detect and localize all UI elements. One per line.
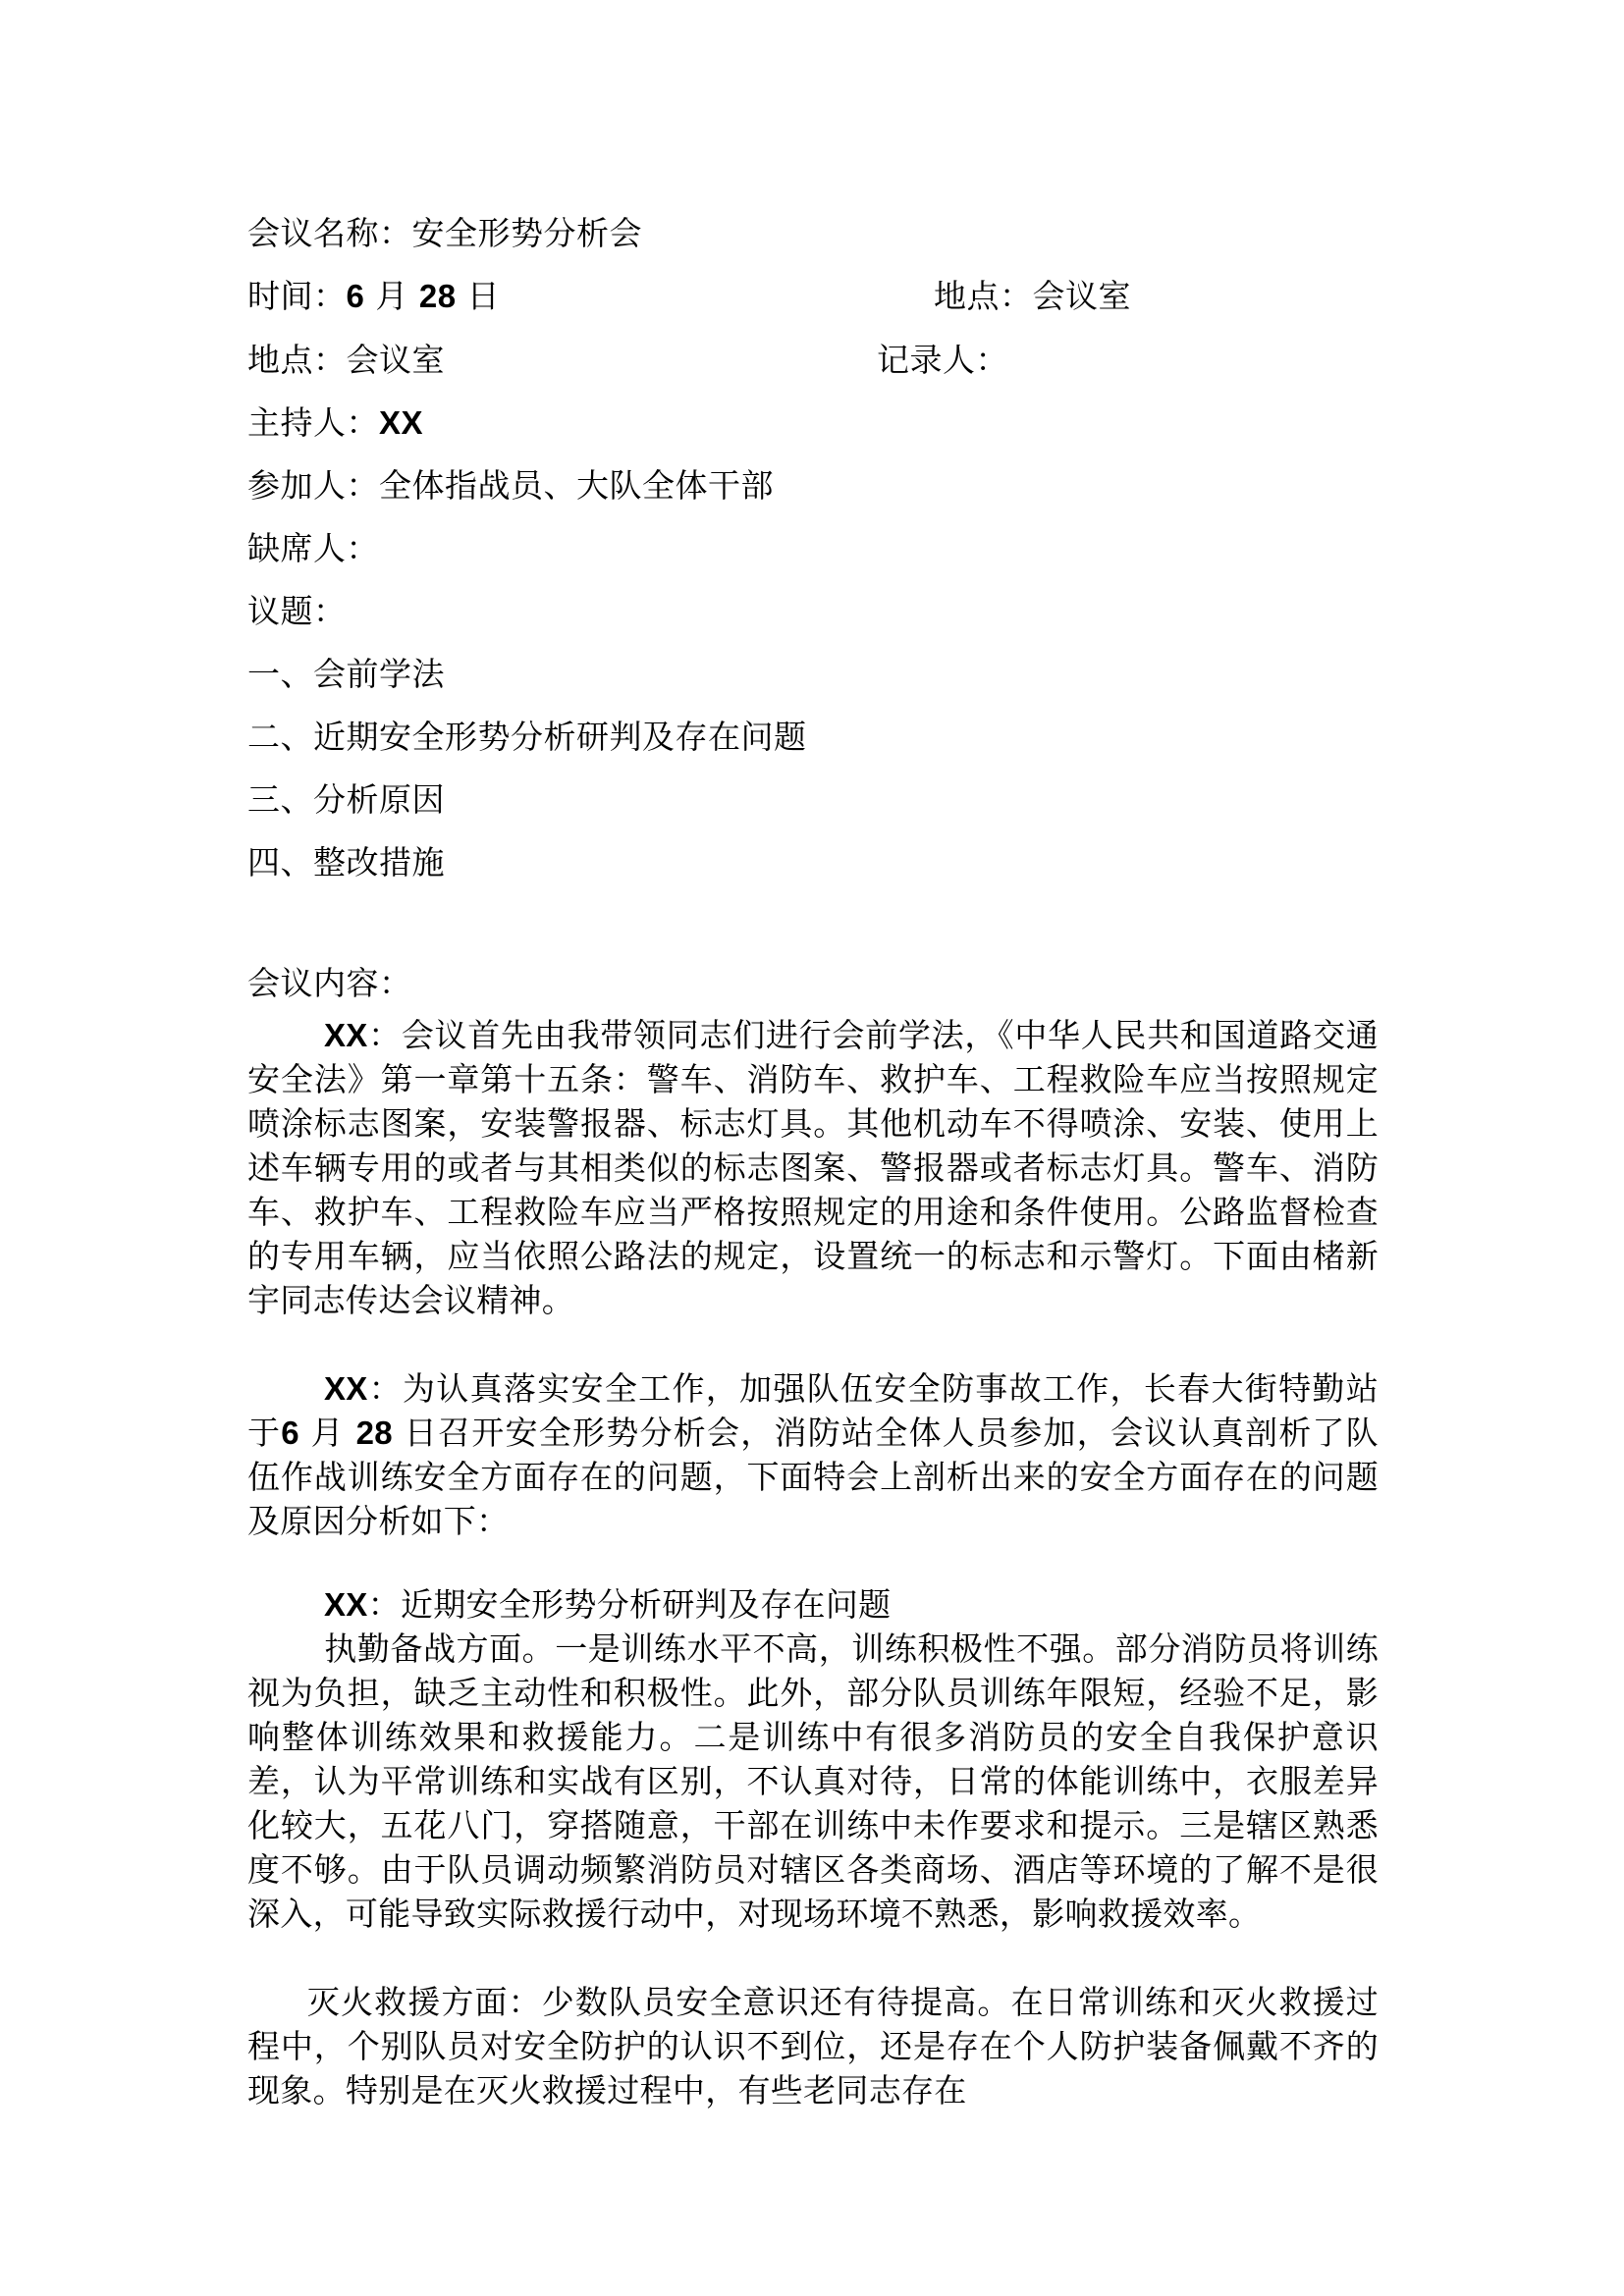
location-right-line: [934, 277, 1131, 316]
speaker-name: XX: [324, 1370, 368, 1407]
location-right-label: 地点：: [934, 277, 1033, 315]
attendees-label: 参加人：: [247, 466, 379, 505]
meeting-name-value: 安全形势分析会: [411, 214, 642, 252]
location-right-value: 会议室: [1032, 277, 1131, 315]
location-value: 会议室: [346, 341, 445, 379]
time-line: [247, 277, 500, 316]
content-subheading: [247, 1582, 1379, 1627]
absent-label: 缺席人：: [247, 529, 379, 567]
content-paragraph: [247, 1627, 1379, 1936]
time-month-char: 月: [375, 277, 408, 315]
time-day-char: 日: [466, 277, 501, 315]
meeting-name-label: 会议名称：: [247, 214, 412, 252]
paragraph-text: 会议首先由我带领同志们进行会前学法，《中华人民共和国道路交通安全法》第一章第十五条：警车、消防车、救护车、工程救险车应当按照规定喷涂标志图案，安装警报器、标志灯具。其他机动车不得喷涂、安装、使用上述车辆专用的或者与其相类似的标志图案、警报器或者标志灯具。警车、消防车、救护车、工程救险车应当严格按照规定的用途和条件使用。公路监督检查的专用车辆，应当依照公路法的规定，设置统一的标志和示警灯。下面由楮新宇同志传达会议精神。: [247, 1016, 1379, 1319]
agenda-label: 议题：: [247, 592, 347, 630]
speaker-separator: ：: [367, 1585, 401, 1624]
paragraph-text: 灭火救援方面：少数队员安全意识还有待提高。在日常训练和灭火救援过程中，个别队员对安全防护的认识不到位，还是存在个人防护装备佩戴不齐的现象。特别是在灭火救援过程中，有些老同志存在: [247, 1983, 1379, 2109]
time-day-number: 28: [418, 278, 457, 314]
absent-line: [247, 529, 379, 568]
time-month-number: 6: [346, 278, 365, 314]
speaker-separator: ：: [367, 1369, 403, 1408]
attendees-line: [247, 466, 774, 506]
host-line: [247, 403, 423, 443]
attendees-value: 全体指战员、大队全体干部: [379, 466, 774, 505]
agenda-item: 二、近期安全形势分析研判及存在问题: [247, 718, 807, 756]
host-value: XX: [379, 404, 424, 441]
meeting-name-line: [247, 214, 642, 253]
agenda-item: 四、整改措施: [247, 843, 445, 881]
agenda-heading: [247, 592, 347, 631]
speaker-name: XX: [324, 1017, 368, 1053]
paragraph-text: 为认真落实安全工作，加强队伍安全防事故工作，长春大街特勤站于: [247, 1369, 1379, 1452]
paragraph-text: 执勤备战方面。一是训练水平不高，训练积极性不强。部分消防员将训练视为负担，缺乏主动性和积极性。此外，部分队员训练年限短，经验不足，影响整体训练效果和救援能力。二是训练中有很多消防员的安全自我保护意识差，认为平常训练和实战有区别，不认真对待，日常的体能训练中，衣服差异化较大，五花八门，穿搭随意，干部在训练中未作要求和提示。三是辖区熟悉度不够。由于队员调动频繁消防员对辖区各类商场、酒店等环境的了解不是很深入，可能导致实际救援行动中，对现场环境不熟悉，影响救援效率。: [247, 1629, 1379, 1933]
location-line: [247, 341, 445, 380]
date-day-number: 28: [355, 1415, 393, 1451]
recorder-line: [877, 341, 1008, 380]
speaker-separator: ：: [367, 1016, 402, 1054]
content-paragraph: [247, 1013, 1379, 1322]
paragraph-text: 近期安全形势分析研判及存在问题: [400, 1585, 892, 1624]
agenda-item: 三、分析原因: [247, 780, 445, 819]
recorder-label: 记录人：: [877, 341, 1008, 379]
agenda-item: 一、会前学法: [247, 655, 445, 693]
content-paragraph: [247, 1366, 1379, 1543]
content-heading: 会议内容：: [247, 964, 412, 1002]
paragraph-text: 日召开安全形势分析会，消防站全体人员参加，会议认真剖析了队伍作战训练安全方面存在的问题，下面特会上剖析出来的安全方面存在的问题及原因分析如下：: [247, 1414, 1379, 1540]
speaker-name: XX: [324, 1586, 368, 1623]
date-month-char: 月: [310, 1414, 345, 1452]
content-paragraph: [247, 1980, 1379, 2112]
time-label: 时间：: [247, 277, 347, 315]
date-month-number: 6: [281, 1415, 299, 1451]
host-label: 主持人：: [247, 403, 379, 442]
location-label: 地点：: [247, 341, 347, 379]
